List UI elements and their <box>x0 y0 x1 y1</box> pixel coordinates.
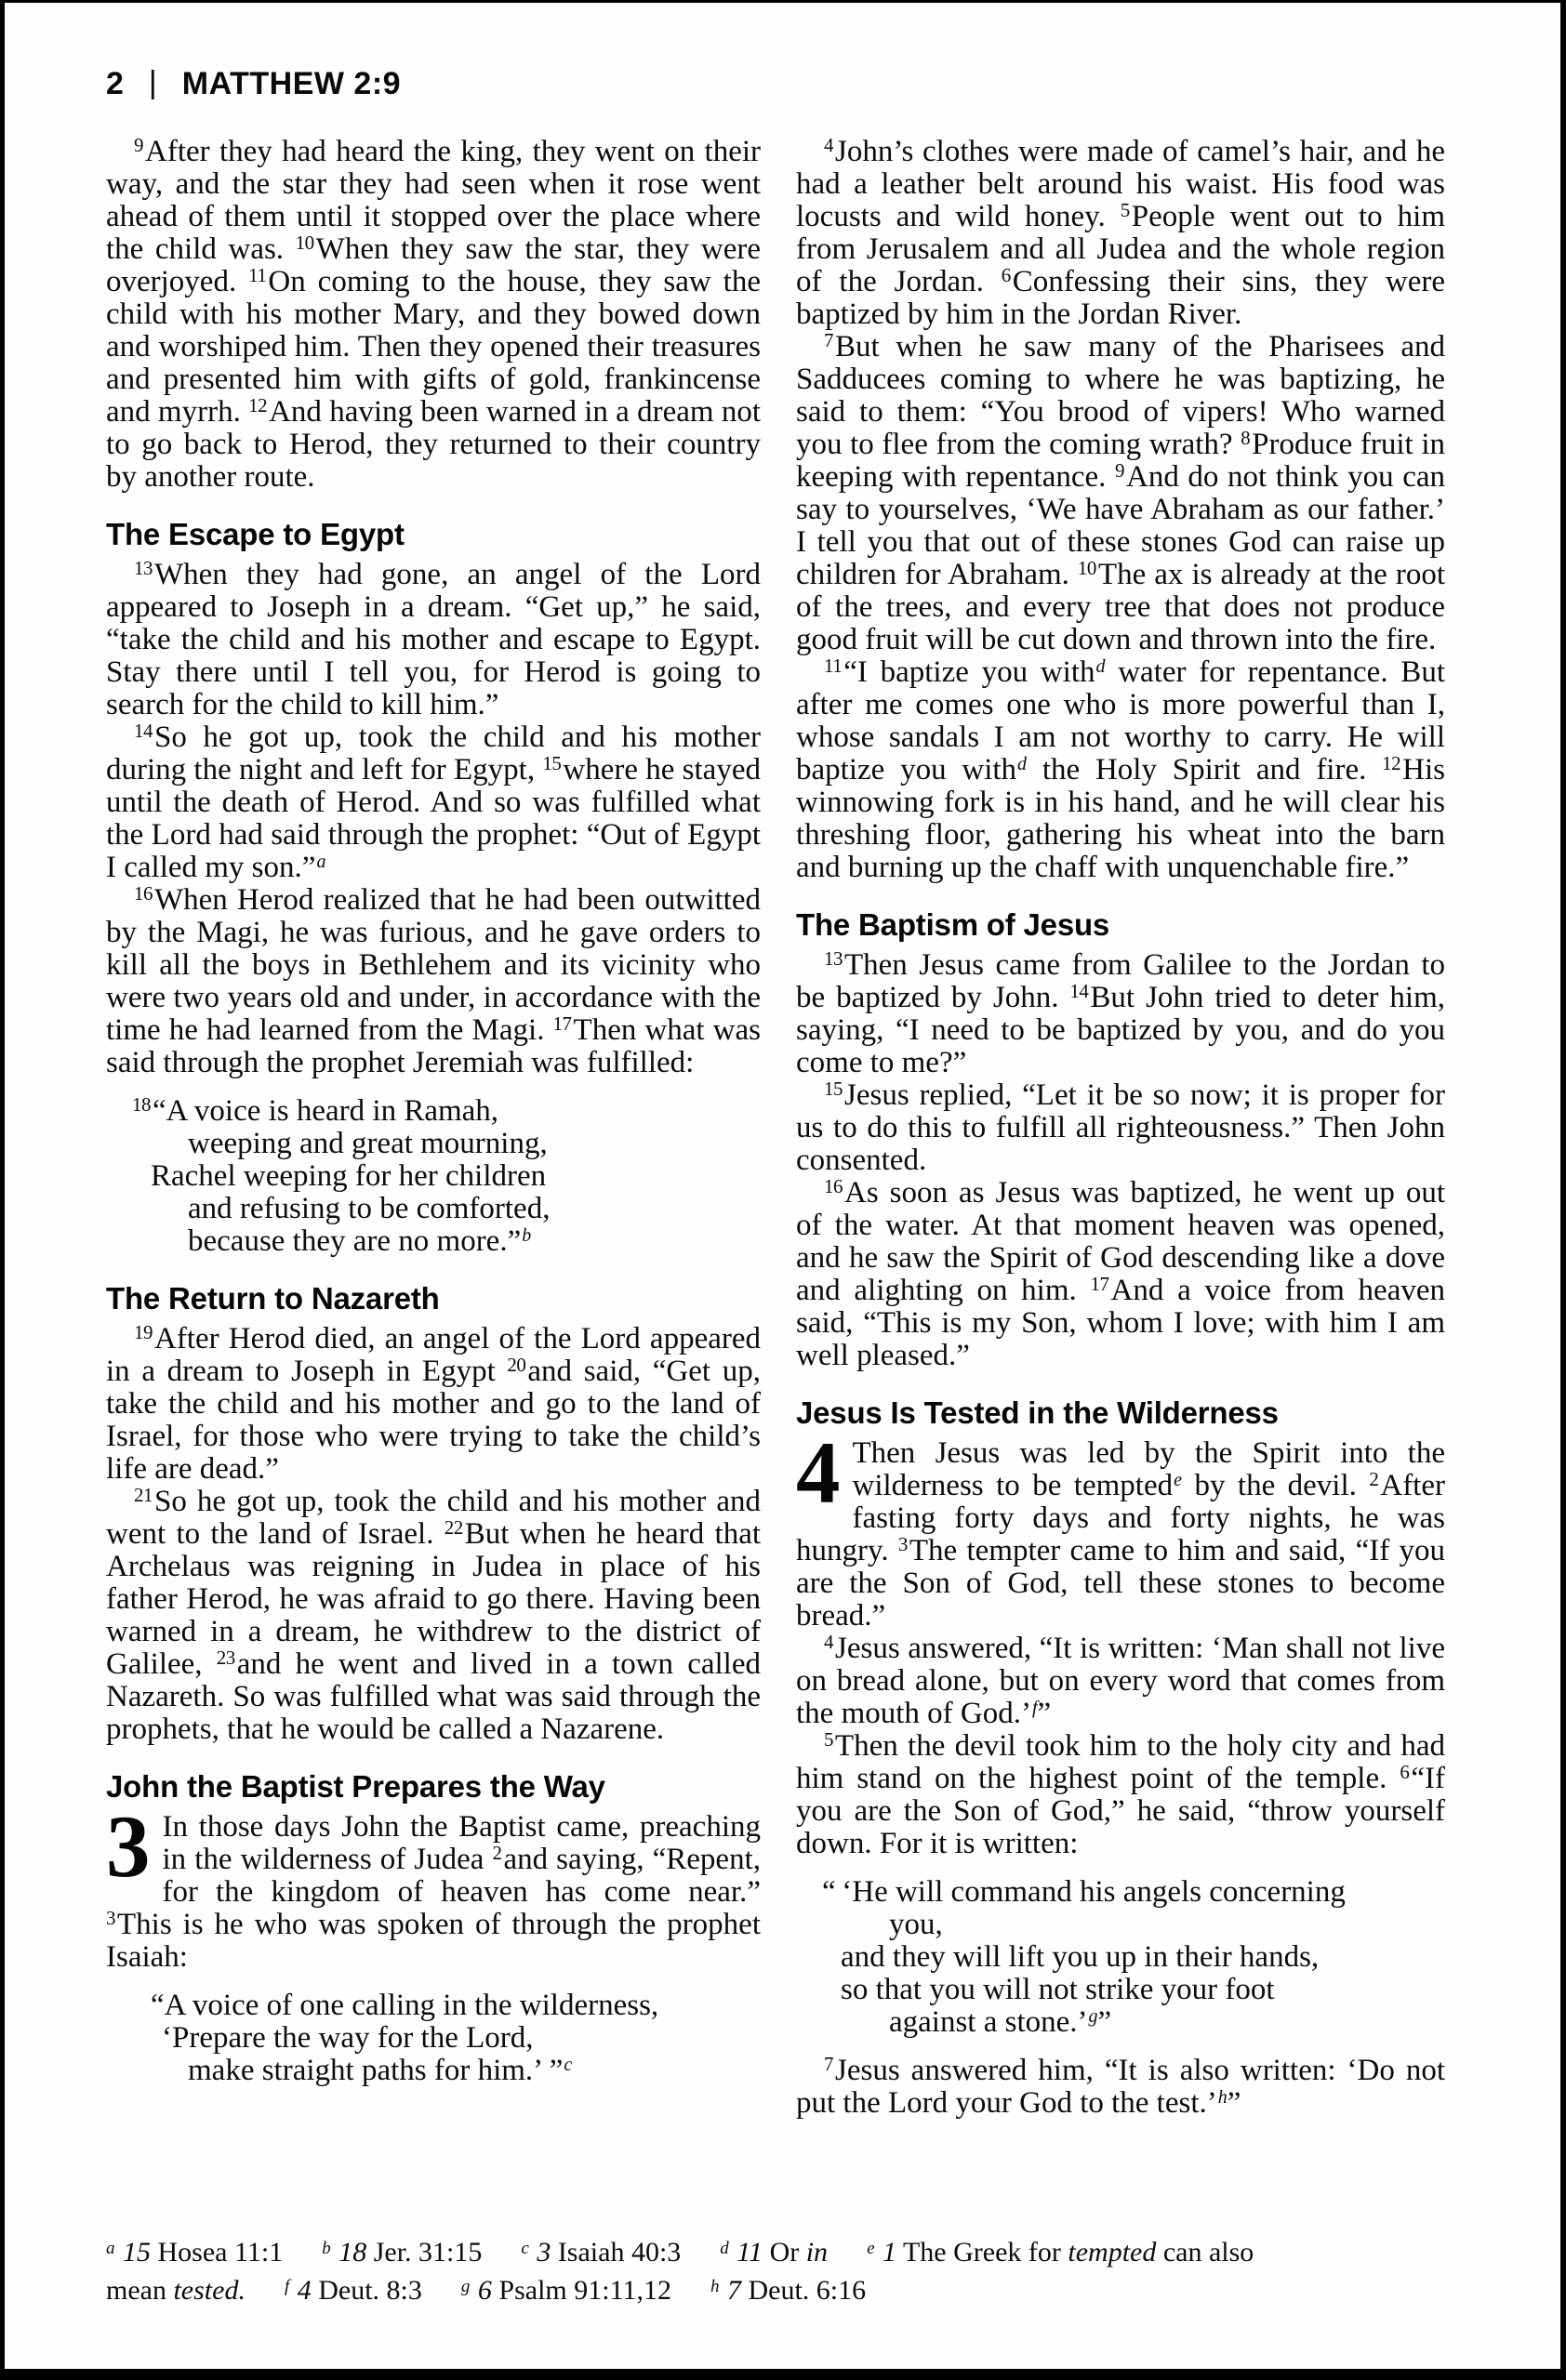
verse-number: 4 <box>824 1631 833 1653</box>
chapter-paragraph: 3 In those days John the Baptist came, preaching in the wilderness of Judea $^2$and saying, “Repent, for the kingdom of heaven has come near.” $^3$This is he who was spoken of through the prophet Isaiah: <box>106 1797 761 1974</box>
italic-text: 1 <box>875 2237 896 2268</box>
verse-number: 17 <box>552 1012 572 1035</box>
verse-number: 16 <box>824 1175 843 1197</box>
italic-text: 4 <box>290 2275 312 2306</box>
verse-number: 2 <box>1369 1468 1379 1490</box>
text-column-right <box>796 136 1445 2229</box>
verse-number: 20 <box>507 1354 526 1376</box>
verse-number: 10 <box>1077 557 1096 579</box>
poetry-line: Rachel weeping for her children <box>151 1159 547 1193</box>
paragraph: $^{13}$Then Jesus came from Galilee to the Jordan to be baptized by John. $^{14}$But John tried to deter him, saying, “I need to be baptized by you, and do you come to me?” <box>796 947 1445 1079</box>
verse-number: 3 <box>106 1907 115 1929</box>
footnote-marker: d <box>1017 754 1028 774</box>
poetry-line: because they are no more.”$^b$ <box>188 1224 532 1258</box>
footnote-marker: e <box>1174 1470 1182 1490</box>
footnote-line: mean tested. $^f$ 4 Deut. 8:3 $^g$ 6 Psalm 91:11,12 $^h$ 7 Deut. 6:16 <box>106 2275 867 2306</box>
footnote-marker: d <box>720 2239 729 2258</box>
paragraph: $^{19}$After Herod died, an angel of the Lord appeared in a dream to Joseph in Egypt $^{20}$and said, “Get up, take the child and his mother and go to the land of Israel, for those who were trying to take the child’s life are dead.” <box>106 1321 761 1486</box>
paragraph: $^7$But when he saw many of the Pharisees and Sadducees coming to where he was baptizing, he said to them: “You brood of vipers! Who warned you to flee from the coming wrath? $^8$Produce fruit in keeping with repentance. $^9$And do not think you can say to yourselves, ‘We have Abraham as our father.’ I tell you that out of these stones God can raise up children for Abraham. $^{10}$The ax is already at the root of the trees, and every tree that does not produce good fruit will be cut down and thrown into the fire. <box>796 329 1445 656</box>
footnote-marker: g <box>1088 2006 1098 2027</box>
paragraph: $^7$Jesus answered him, “It is also written: ‘Do not put the Lord your God to the test.’$^h$” <box>796 2053 1445 2120</box>
verse-number: 6 <box>1001 264 1011 286</box>
paragraph: $^{15}$Jesus replied, “Let it be so now; it is proper for us to do this to fulfill all righteousness.” Then John consented. <box>796 1078 1445 1177</box>
verse-number: 19 <box>134 1321 153 1343</box>
poetry-line: and refusing to be comforted, <box>188 1192 551 1225</box>
footnote-marker: h <box>1217 2087 1228 2108</box>
italic-text: 11 <box>729 2237 763 2268</box>
page-header <box>106 66 401 102</box>
verse-number: 14 <box>1069 980 1089 1002</box>
footnote-marker: b <box>522 1225 532 1246</box>
verse-number: 17 <box>1090 1273 1109 1295</box>
section-heading: John the Baptist Prepares the Way <box>106 1769 605 1804</box>
verse-number: 16 <box>134 882 153 905</box>
paragraph: $^5$Then the devil took him to the holy city and had him stand on the highest point of the temple. $^6$“If you are the Son of God,” he said, “throw yourself down. For it is written: <box>796 1728 1445 1860</box>
section-heading: The Return to Nazareth <box>106 1281 440 1316</box>
paragraph: $^{16}$When Herod realized that he had been outwitted by the Magi, he was furious, and he gave orders to kill all the boys in Bethlehem and its vicinity who were two years old and under, in accordance with the time he had learned from the Magi. $^{17}$Then what was said through the prophet Jeremiah was fulfilled: <box>106 882 761 1079</box>
text-column-left <box>106 136 761 2229</box>
poetry-line: “A voice of one calling in the wilderness, <box>151 1989 659 2022</box>
paragraph: $^{14}$So he got up, took the child and his mother during the night and left for Egypt, $^{15}$where he stayed until the death of Herod. And so was fulfilled what the Lord had said through the prophet: “Out of Egypt I called my son.”$^a$ <box>106 720 761 884</box>
poetry-block <box>106 1095 761 1258</box>
footnote-marker: f <box>1031 1698 1038 1718</box>
paragraph: $^{16}$As soon as Jesus was baptized, he went up out of the water. At that moment heaven was opened, and he saw the Spirit of God descending like a dove and alighting on him. $^{17}$And a voice from heaven said, “This is my Son, whom I love; with him I am well pleased.” <box>796 1175 1445 1372</box>
verse-number: 3 <box>897 1533 908 1555</box>
italic-text: 7 <box>720 2275 741 2306</box>
poetry-line: so that you will not strike your foot <box>841 1973 1275 2006</box>
verse-number: 9 <box>1115 459 1124 482</box>
verse-number: 9 <box>134 136 143 156</box>
italic-text: tested. <box>173 2275 246 2306</box>
footnote-line: $^a$ 15 Hosea 11:1 $^b$ 18 Jer. 31:15 $^c$ 3 Isaiah 40:3 $^d$ 11 Or in $^e$ 1 The Greek for tempted can also <box>106 2237 1254 2268</box>
verse-number: 23 <box>216 1646 235 1669</box>
section-heading: The Baptism of Jesus <box>796 907 1110 942</box>
poetry-line: against a stone.’$^g$” <box>889 2005 1112 2039</box>
poetry-line: “ ‘He will command his angels concerning <box>822 1875 1346 1909</box>
verse-number: 12 <box>248 394 268 416</box>
page-sheet <box>5 3 1560 2369</box>
poetry-line: and they will lift you up in their hands, <box>841 1940 1320 1974</box>
verse-number: 13 <box>824 947 843 970</box>
italic-text: in <box>805 2237 829 2268</box>
footnote-marker: a <box>316 852 326 872</box>
verse-number: 13 <box>134 557 153 579</box>
footnotes-block <box>106 2233 1452 2309</box>
paragraph: $^9$After they had heard the king, they went on their way, and the star they had seen when it rose went ahead of them until it stopped over the place where the child was. $^{10}$When they saw the star, they were overjoyed. $^{11}$On coming to the house, they saw the child with his mother Mary, and they bowed down and worshiped him. Then they opened their treasures and presented him with gifts of gold, frankincense and myrrh. $^{12}$And having been warned in a dream not to go back to Herod, they returned to their country by another route. <box>106 136 761 494</box>
italic-text: 18 <box>331 2237 367 2268</box>
footnote-marker: e <box>867 2239 875 2258</box>
paragraph: $^4$Jesus answered, “It is written: ‘Man shall not live on bread alone, but on every word that comes from the mouth of God.’$^f$” <box>796 1631 1445 1730</box>
verse-number: 21 <box>134 1484 153 1506</box>
poetry-block <box>796 1876 1445 2039</box>
poetry-line: weeping and great mourning, <box>188 1127 548 1160</box>
verse-number: 7 <box>824 2053 833 2075</box>
verse-number: 6 <box>1400 1761 1410 1783</box>
verse-number: 8 <box>1241 427 1251 449</box>
verse-number: 10 <box>295 231 314 254</box>
section-heading: Jesus Is Tested in the Wilderness <box>796 1395 1279 1430</box>
chapter-number: 4 <box>796 1423 841 1522</box>
chapter-paragraph: 4 Then Jesus was led by the Spirit into the wilderness to be tempted$^e$ by the devil. $^2$After fasting forty days and forty nights, he was hungry. $^3$The tempter came to him and said, “If you are the Son of God, tell these stones to become bread.” <box>796 1423 1445 1633</box>
verse-number: 12 <box>1382 752 1401 774</box>
book-reference: MATTHEW 2:9 <box>181 66 402 101</box>
paragraph: $^{11}$“I baptize you with$^d$ water for repentance. But after me comes one who is more powerful than I, whose sandals I am not worthy to carry. He will baptize you with$^d$ the Holy Spirit and fire. $^{12}$His winnowing fork is in his hand, and he will clear his threshing floor, gathering his wheat into the barn and burning up the chaff with unquenchable fire.” <box>796 654 1445 884</box>
verse-number: 18 <box>132 1093 151 1116</box>
verse-number: 4 <box>824 136 833 156</box>
paragraph: $^4$John’s clothes were made of camel’s hair, and he had a leather belt around his waist. His food was locusts and wild honey. $^5$People went out to him from Jerusalem and all Judea and the whole region of the Jordan. $^6$Confessing their sins, they were baptized by him in the Jordan River. <box>796 136 1445 331</box>
italic-text: 3 <box>529 2237 551 2268</box>
poetry-line: $^{18}$“A voice is heard in Ramah, <box>132 1093 499 1128</box>
italic-text: tempted <box>1068 2237 1157 2268</box>
footnote-marker: c <box>564 2055 573 2075</box>
paragraph: $^{21}$So he got up, took the child and his mother and went to the land of Israel. $^{22}$But when he heard that Archelaus was reigning in Judea in place of his father Herod, he was afraid to go there. Having been warned in a dream, he withdrew to the district of Galilee, $^{23}$and he went and lived in a town called Nazareth. So was fulfilled what was said through the prophets, that he would be called a Nazarene. <box>106 1484 761 1746</box>
footnote-marker: g <box>460 2277 471 2296</box>
verse-number: 5 <box>824 1728 833 1751</box>
header-divider: | <box>148 65 157 100</box>
poetry-block <box>106 1990 761 2087</box>
poetry-line: make straight paths for him.’ ”$^c$ <box>188 2054 573 2087</box>
verse-number: 15 <box>824 1078 843 1100</box>
verse-number: 11 <box>824 654 843 677</box>
verse-number: 5 <box>1120 199 1130 221</box>
poetry-line: you, <box>889 1908 943 1941</box>
footnote-marker: a <box>106 2239 115 2258</box>
verse-number: 11 <box>248 264 267 286</box>
italic-text: 15 <box>115 2237 151 2268</box>
verse-number: 15 <box>542 752 562 774</box>
footnote-marker: b <box>322 2239 331 2258</box>
verse-number: 22 <box>444 1516 463 1539</box>
chapter-number: 3 <box>106 1797 151 1896</box>
footnote-marker: f <box>284 2277 290 2296</box>
footnote-marker: h <box>710 2277 720 2296</box>
paragraph: $^{13}$When they had gone, an angel of the Lord appeared to Joseph in a dream. “Get up,” he said, “take the child and his mother and escape to Egypt. Stay there until I tell you, for Herod is going to search for the child to kill him.” <box>106 557 761 721</box>
page-number: 2 <box>106 66 124 101</box>
verse-number: 14 <box>134 720 153 742</box>
poetry-line: ‘Prepare the way for the Lord, <box>162 2021 534 2055</box>
footnote-marker: c <box>521 2239 529 2258</box>
section-heading: The Escape to Egypt <box>106 517 405 551</box>
footnote-marker: d <box>1095 656 1106 677</box>
italic-text: 6 <box>471 2275 492 2306</box>
verse-number: 2 <box>492 1842 502 1864</box>
verse-number: 7 <box>824 329 833 351</box>
